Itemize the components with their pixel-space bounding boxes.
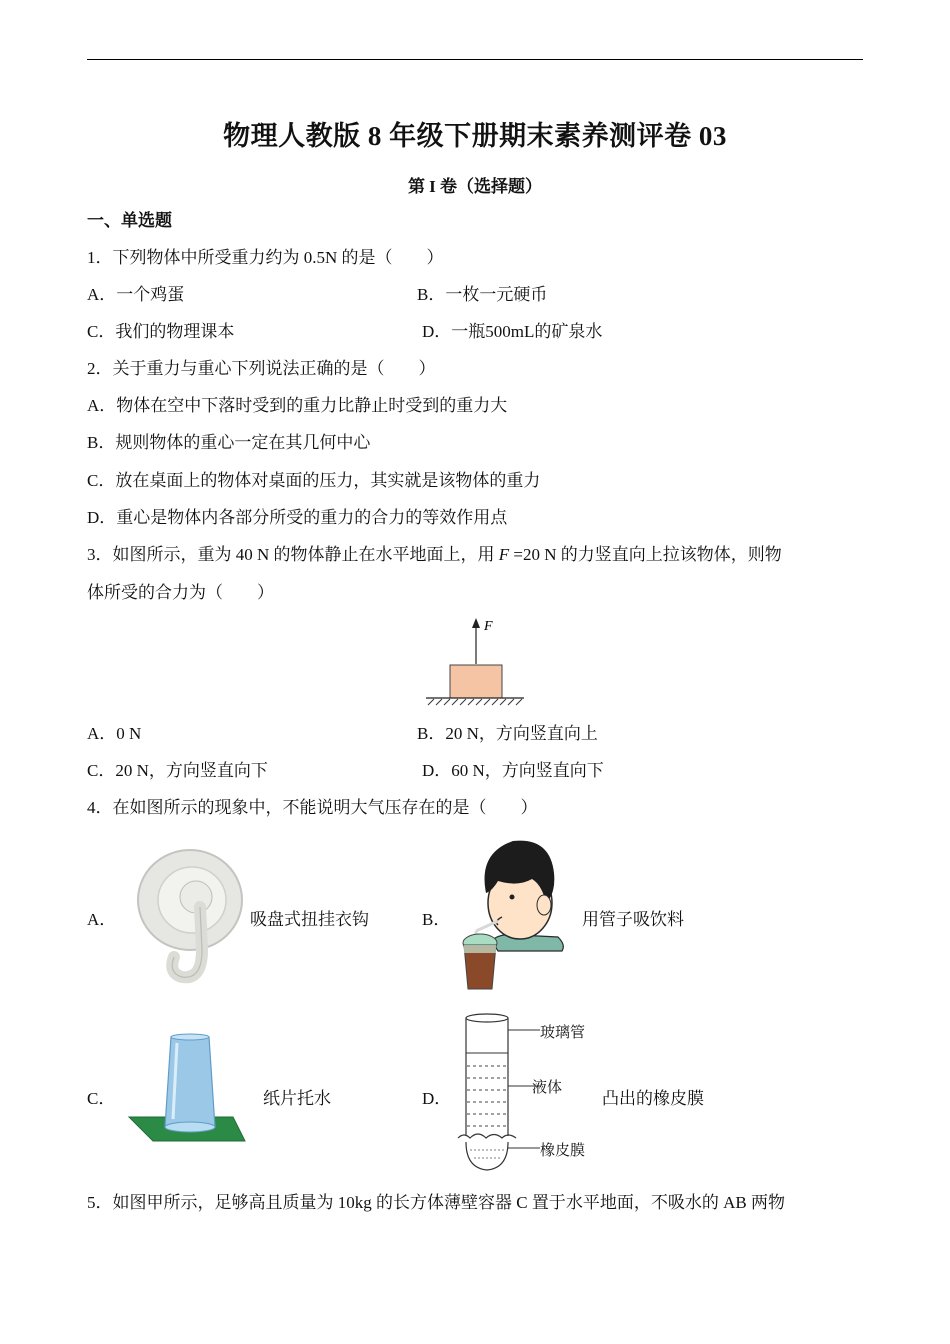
q4-option-a-caption: 吸盘式扭挂衣钩: [250, 910, 369, 929]
q3-option-a: A．0 N: [87, 724, 142, 743]
force-arrowhead: [472, 618, 480, 628]
q1-stem: 1．下列物体中所受重力约为 0.5N 的是（ ）: [87, 248, 444, 267]
q1-option-a: A．一个鸡蛋: [87, 285, 185, 304]
q4-option-d-caption: 凸出的橡皮膜: [602, 1089, 704, 1108]
label-liquid: 液体: [532, 1080, 563, 1096]
q2-option-b: B．规则物体的重心一定在其几何中心: [87, 433, 371, 452]
label-glass-tube: 玻璃管: [540, 1025, 586, 1041]
page-subtitle: 第 I 卷（选择题）: [407, 177, 543, 196]
q3-force-diagram: [420, 614, 530, 710]
section-heading: 一、单选题: [87, 211, 172, 230]
q3-stem-line2: 体所受的合力为（ ）: [87, 583, 274, 602]
q3-option-c: C．20 N，方向竖直向下: [87, 761, 268, 780]
glass-tube-diagram: [450, 1008, 610, 1178]
q3-stem: 3．如图所示，重为 40 N 的物体静止在水平地面上，用 F =20 N 的力竖直向上拉该物体，则物: [87, 545, 782, 564]
q2-option-a: A．物体在空中下落时受到的重力比静止时受到的重力大: [87, 396, 508, 415]
q4-option-a-letter: A．: [87, 910, 117, 929]
q3-option-d: D．60 N，方向竖直向下: [422, 761, 604, 780]
q4-option-b-caption: 用管子吸饮料: [582, 910, 684, 929]
q4-stem: 4．在如图所示的现象中，不能说明大气压存在的是（ ）: [87, 798, 538, 817]
block: [450, 665, 502, 698]
force-label: F: [484, 619, 493, 634]
q1-option-b: B．一枚一元硬币: [417, 285, 548, 304]
q4-option-b-letter: B．: [422, 910, 451, 929]
suction-hook-image: [130, 845, 245, 990]
q2-stem: 2．关于重力与重心下列说法正确的是（ ）: [87, 359, 436, 378]
boy-straw-image: [458, 833, 573, 995]
paper-cup-image: [125, 1033, 247, 1145]
q2-option-c: C．放在桌面上的物体对桌面的压力，其实就是该物体的重力: [87, 471, 541, 490]
ground-hatching: [428, 699, 522, 705]
label-rubber-membrane: 橡皮膜: [540, 1143, 586, 1159]
page-title: 物理人教版 8 年级下册期末素养测评卷 03: [223, 121, 727, 151]
q1-option-d: D．一瓶500mL的矿泉水: [422, 322, 603, 341]
q4-option-c-letter: C．: [87, 1089, 116, 1108]
header-rule: [87, 59, 863, 60]
q4-option-c-caption: 纸片托水: [263, 1089, 331, 1108]
q4-option-d-letter: D．: [422, 1089, 452, 1108]
q2-option-d: D．重心是物体内各部分所受的重力的合力的等效作用点: [87, 508, 508, 527]
q3-force-var: F: [498, 545, 510, 564]
q3-option-b: B．20 N，方向竖直向上: [417, 724, 598, 743]
q5-stem: 5．如图甲所示，足够高且质量为 10kg 的长方体薄壁容器 C 置于水平地面，不吸水的 AB 两物: [87, 1193, 785, 1212]
q1-option-c: C．我们的物理课本: [87, 322, 235, 341]
